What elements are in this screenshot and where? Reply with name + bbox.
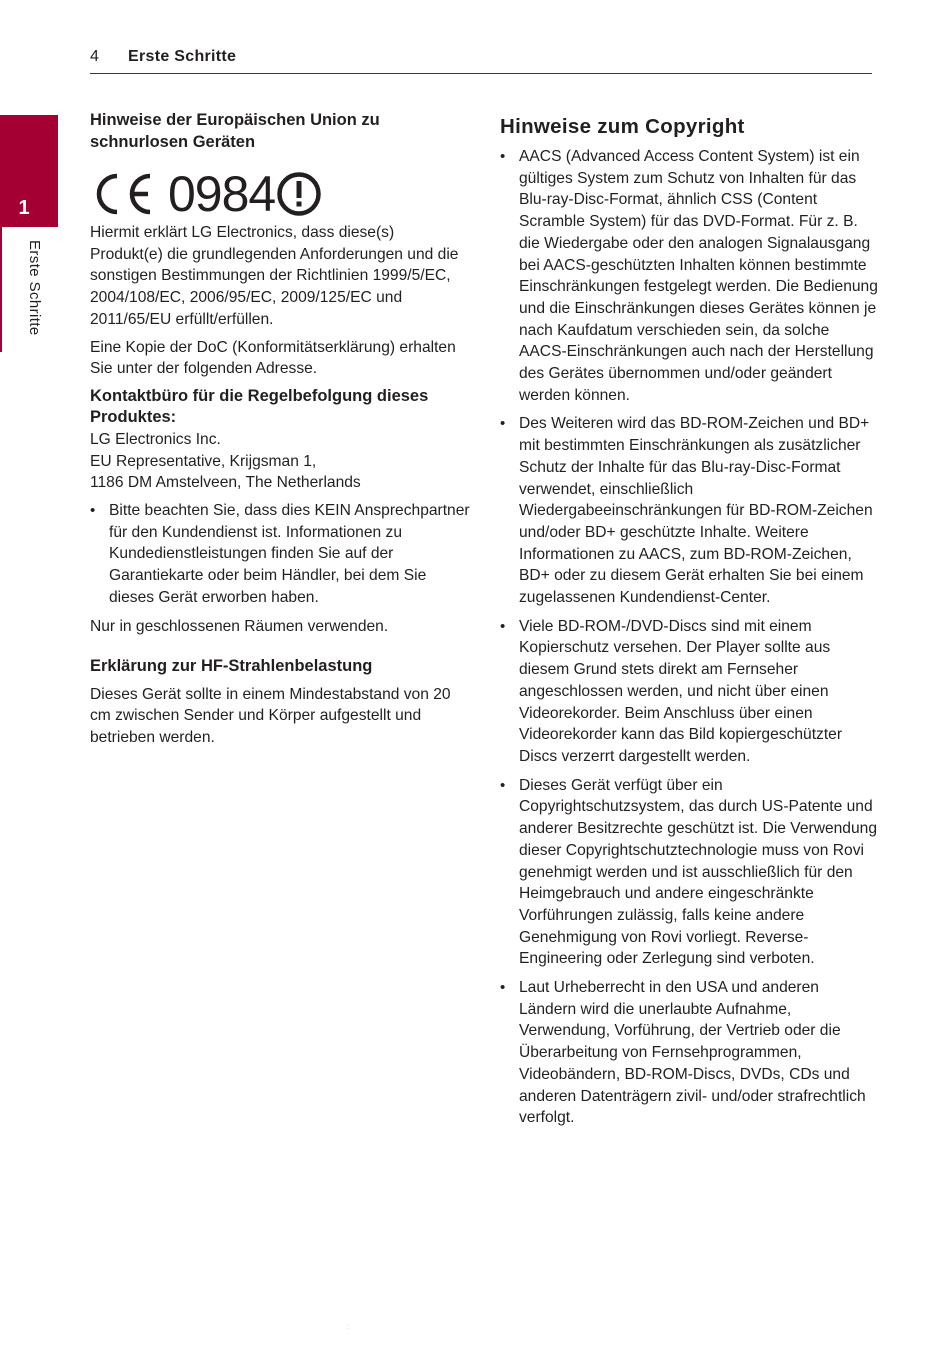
section-title: Erste Schritte [128,48,237,65]
list-item: • Bitte beachten Sie, dass dies KEIN Ansprechpartner für den Kundendienst ist. Informationen zu Kundedienstleistungen finden Sie auf der Garantiekarte oder beim Händler, bei dem Sie dieses Gerät erworben haben. [90,500,470,609]
copyright-list [500,146,880,1129]
list-item: • AACS (Advanced Access Content System) ist ein gültiges System zum Schutz von Inhalten für das Blu-ray-Disc-Format, ähnlich CSS (Content Scramble System) für das DVD-Format. Für z. B. die Wiedergabe oder den analogen Signalausgang bei AACS-geschützten Inhalten können bestimmte Einschränkungen festgelegt werden. Die Bedienung und die Einschränkungen dieses Gerätes können je nach Kaufdatum verschieden sein, da solche AACS-Einschränkungen auch nach der Herstellung des Gerätes übernommen und/oder geändert werden können. [500,146,880,406]
alert-class-icon [276,171,322,217]
contact-address [90,429,470,494]
declaration-text: Hiermit erklärt LG Electronics, dass diese(s) Produkt(e) die grundlegenden Anforderungen und die sonstigen Bestimmungen der Richtlinien 1999/5/EC, 2004/108/EC, 2006/95/EC, 2009/125/EC und 2011/65/EU erfüllt/erfüllen. [90,224,459,328]
ce-mark-icon [90,169,156,219]
side-tab-line [0,227,2,352]
left-column [90,110,470,749]
eu-heading: Hinweise der Europäischen Union zu schnurlosen Geräten [90,111,380,151]
notified-body-number: 0984 [168,166,276,222]
list-item: • Viele BD-ROM-/DVD-Discs sind mit einem Kopierschutz versehen. Der Player sollte aus diesem Grund stets direkt am Fernseher angeschlossen werden, und nicht über einen Videorekorder. Beim Anschluss über einen Videorekorder kann das Bild kopiergeschützter Discs verzerrt dargestellt werden. [500,616,880,768]
contact-heading: Kontaktbüro für die Regelbefolgung dieses Produktes: [90,386,429,427]
chapter-number: 1 [18,197,30,219]
list-item: • Laut Urheberrecht in den USA und anderen Ländern wird die unerlaubte Aufnahme, Verwendung, Vorführung, der Vertrieb oder die Überarbeitung von Fernsehprogrammen, Videobändern, BD-ROM-Discs, DVDs, CDs und anderen Datenträgern zivil- und/oder strafrechtlich verfolgt. [500,977,880,1129]
contact-note-list [90,500,470,609]
address-line: LG Electronics Inc. [90,430,221,448]
ce-marking [90,166,470,222]
address-line: 1186 DM Amstelveen, The Netherlands [90,474,361,492]
doc-copy-text: Eine Kopie der DoC (Konformitätserklärung) erhalten Sie unter der folgenden Adresse. [90,338,456,378]
hf-heading: Erklärung zur HF-Strahlenbelastung [90,657,373,676]
hf-text: Dieses Gerät sollte in einem Mindestabstand von 20 cm zwischen Sender und Körper aufgestellt und betrieben werden. [90,685,451,747]
indoor-use-text: Nur in geschlossenen Räumen verwenden. [90,617,389,635]
right-column [500,110,880,1136]
list-item: • Des Weiteren wird das BD-ROM-Zeichen und BD+ mit bestimmten Einschränkungen als zusätzlicher Schutz der Inhalte für das Blu-ray-Disc-Format verwendet, einschließlich Wiedergabeeinschränkungen für BD-ROM-Zeichen und/oder BD+ geschützte Inhalte. Weitere Informationen zu AACS, zum BD-ROM-Zeichen, BD+ oder zu diesem Gerät erhalten Sie bei einem zugelassenen Kundendienst-Center. [500,413,880,608]
footer-marks: : [347,1322,350,1331]
copyright-heading: Hinweise zum Copyright [500,115,745,138]
page-number: 4 [90,48,99,65]
list-item: • Dieses Gerät verfügt über ein Copyrightschutzsystem, das durch US-Patente und anderer Besitzrechte geschützt ist. Die Verwendung dieser Copyrightschutztechnologie muss von Rovi genehmigt werden und ist ausschließlich für den Heimgebrauch und andere eingeschränkte Vorführungen zulässig, falls keine andere Genehmigung von Rovi vorliegt. Reverse-Engineering oder Zerlegung sind verboten. [500,775,880,970]
address-line: EU Representative, Krijgsman 1, [90,452,317,470]
chapter-label: Erste Schritte [26,240,43,336]
header-divider [90,73,872,74]
